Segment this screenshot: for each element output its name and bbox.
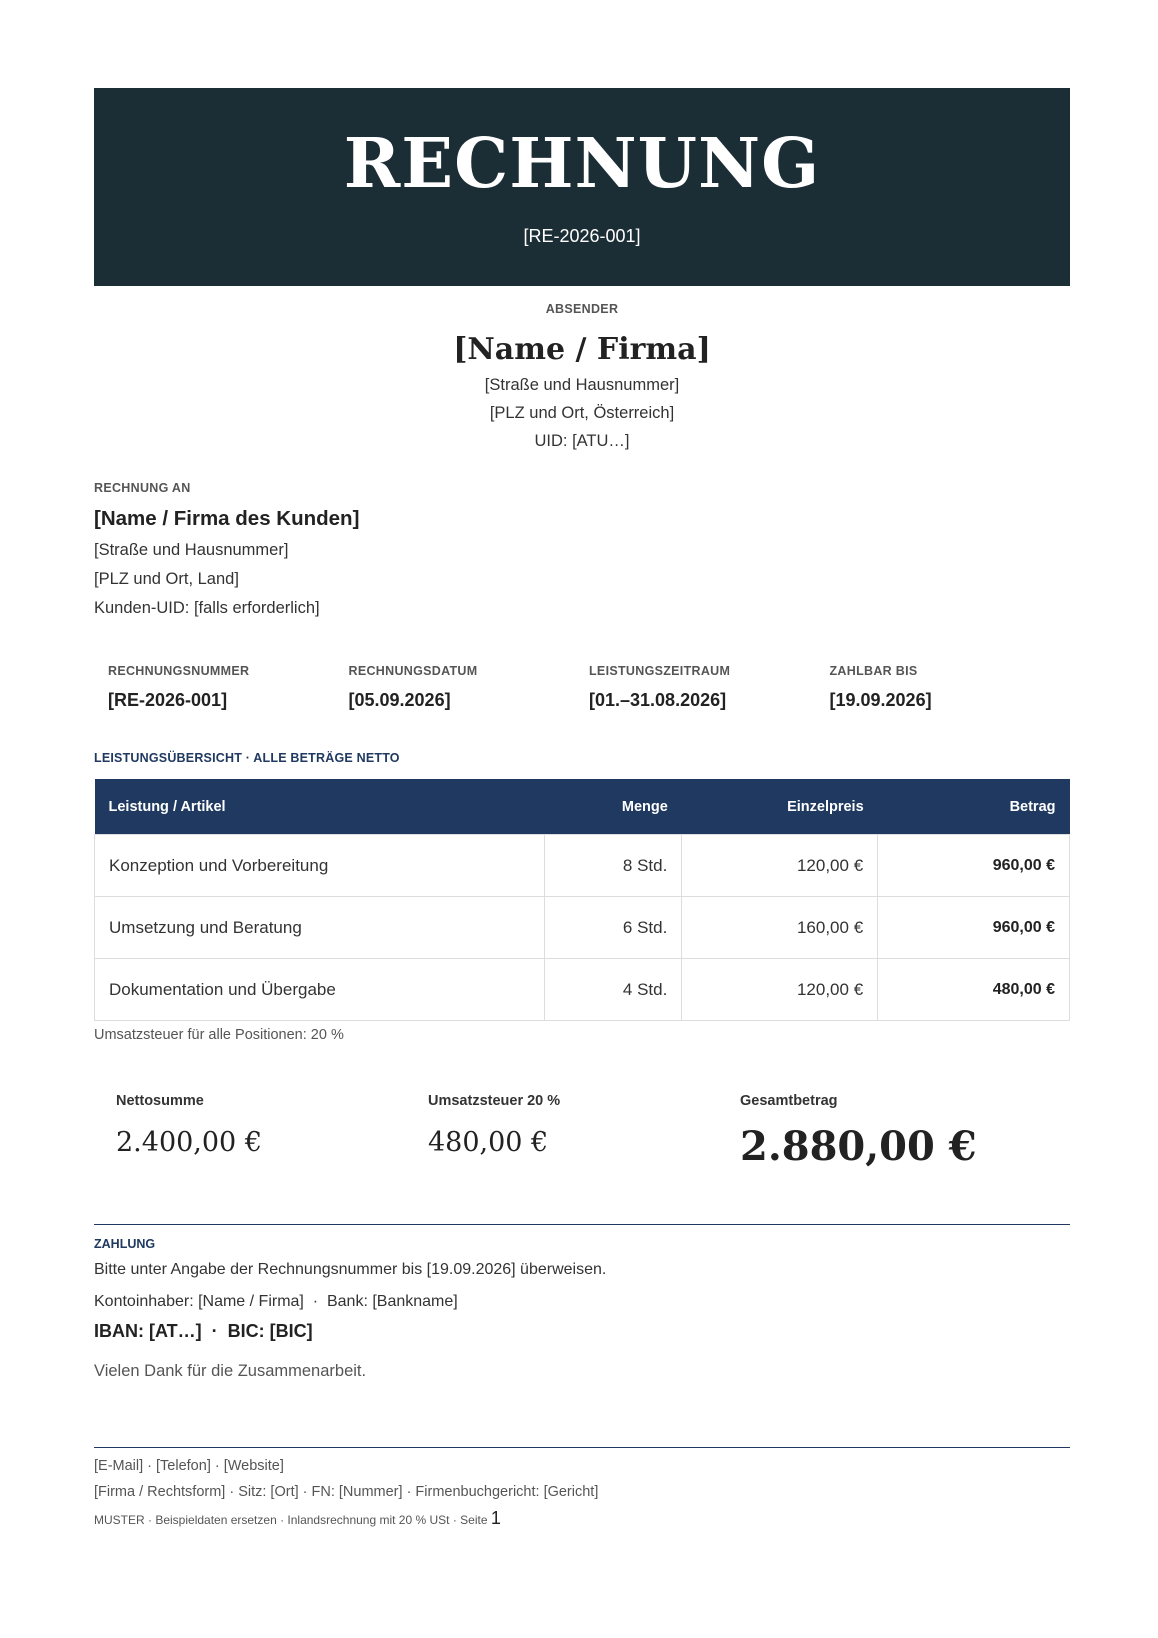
sender-uid: UID: [ATU…]: [534, 432, 630, 450]
invoice-meta: [94, 664, 1070, 711]
total-vat-label: Umsatzsteuer 20 %: [428, 1093, 561, 1109]
meta-service-period: [589, 664, 830, 711]
meta-label: LEISTUNGSZEITRAUM: [589, 664, 731, 678]
table-row: [95, 897, 1070, 959]
items-table: [94, 779, 1070, 1021]
total-gross-value: 2.880,00 €: [740, 1123, 977, 1170]
payment-block: [94, 1237, 1070, 1381]
footer-note-line: [94, 1508, 1070, 1529]
payment-iban: IBAN: [AT…] · BIC: [BIC]: [94, 1321, 313, 1341]
table-header-row: [95, 779, 1070, 835]
total-net-label: Nettosumme: [116, 1093, 204, 1109]
page-number: 1: [490, 1508, 501, 1528]
recipient-label: RECHNUNG AN: [94, 481, 191, 495]
document-number: [RE-2026-001]: [523, 226, 641, 246]
item-description: Dokumentation und Übergabe: [95, 959, 545, 1021]
total-gross: [740, 1093, 1052, 1170]
total-vat-value: 480,00 €: [428, 1127, 549, 1158]
totals-block: [94, 1093, 1070, 1170]
document-title: RECHNUNG: [343, 124, 821, 204]
sender-block: [94, 302, 1070, 451]
sender-name: [Name / Firma]: [453, 332, 711, 367]
item-description: Umsetzung und Beratung: [95, 897, 545, 959]
footer-company: [Firma / Rechtsform] · Sitz: [Ort] · FN: [Nummer] · Firmenbuchgericht: [Gericht]: [94, 1484, 599, 1500]
item-unit-price: 120,00 €: [682, 835, 878, 897]
payment-account: Kontoinhaber: [Name / Firma] · Bank: [Bankname]: [94, 1293, 458, 1310]
item-quantity: 4 Std.: [545, 959, 682, 1021]
footer-divider: [94, 1447, 1070, 1448]
item-unit-price: 120,00 €: [682, 959, 878, 1021]
item-amount: 960,00 €: [878, 835, 1070, 897]
payment-heading: ZAHLUNG: [94, 1237, 156, 1251]
total-vat: [428, 1093, 740, 1170]
meta-due-date: [830, 664, 1071, 711]
total-net: [116, 1093, 428, 1170]
header-band: [94, 88, 1070, 286]
recipient-uid: Kunden-UID: [falls erforderlich]: [94, 599, 320, 617]
meta-invoice-date: [349, 664, 590, 711]
table-row: [95, 835, 1070, 897]
meta-value: [05.09.2026]: [348, 690, 451, 710]
recipient-street: [Straße und Hausnummer]: [94, 541, 289, 559]
meta-value: [19.09.2026]: [829, 690, 932, 710]
item-unit-price: 160,00 €: [682, 897, 878, 959]
item-description: Konzeption und Vorbereitung: [95, 835, 545, 897]
meta-label: RECHNUNGSNUMMER: [108, 664, 250, 678]
item-amount: 960,00 €: [878, 897, 1070, 959]
payment-instruction: Bitte unter Angabe der Rechnungsnummer bis [19.09.2026] überweisen.: [94, 1261, 607, 1278]
footer: [94, 1458, 1070, 1529]
meta-invoice-number: [108, 664, 349, 711]
meta-label: RECHNUNGSDATUM: [348, 664, 478, 678]
column-header-quantity: Menge: [545, 779, 682, 835]
sender-city: [PLZ und Ort, Österreich]: [489, 404, 675, 422]
payment-divider: [94, 1224, 1070, 1225]
item-quantity: 6 Std.: [545, 897, 682, 959]
items-heading: LEISTUNGSÜBERSICHT · ALLE BETRÄGE NETTO: [94, 751, 400, 765]
item-amount: 480,00 €: [878, 959, 1070, 1021]
thanks-note: Vielen Dank für die Zusammenarbeit.: [94, 1362, 367, 1380]
footer-note: MUSTER · Beispieldaten ersetzen · Inlandsrechnung mit 20 % USt · Seite: [94, 1513, 491, 1527]
meta-value: [RE-2026-001]: [108, 690, 228, 710]
recipient-name: [Name / Firma des Kunden]: [94, 507, 360, 530]
total-gross-label: Gesamtbetrag: [740, 1093, 838, 1109]
total-net-value: 2.400,00 €: [116, 1127, 262, 1158]
column-header-description: Leistung / Artikel: [95, 779, 545, 835]
meta-value: [01.–31.08.2026]: [589, 690, 727, 710]
footer-contact: [E-Mail] · [Telefon] · [Website]: [94, 1458, 284, 1474]
recipient-city: [PLZ und Ort, Land]: [94, 570, 239, 588]
sender-street: [Straße und Hausnummer]: [484, 376, 680, 394]
vat-note: Umsatzsteuer für alle Positionen: 20 %: [94, 1027, 344, 1043]
sender-label: ABSENDER: [545, 302, 619, 316]
item-quantity: 8 Std.: [545, 835, 682, 897]
table-row: [95, 959, 1070, 1021]
recipient-block: [94, 481, 1070, 618]
invoice-page: [94, 88, 1070, 1529]
column-header-unit-price: Einzelpreis: [682, 779, 878, 835]
meta-label: ZAHLBAR BIS: [829, 664, 918, 678]
column-header-amount: Betrag: [878, 779, 1070, 835]
